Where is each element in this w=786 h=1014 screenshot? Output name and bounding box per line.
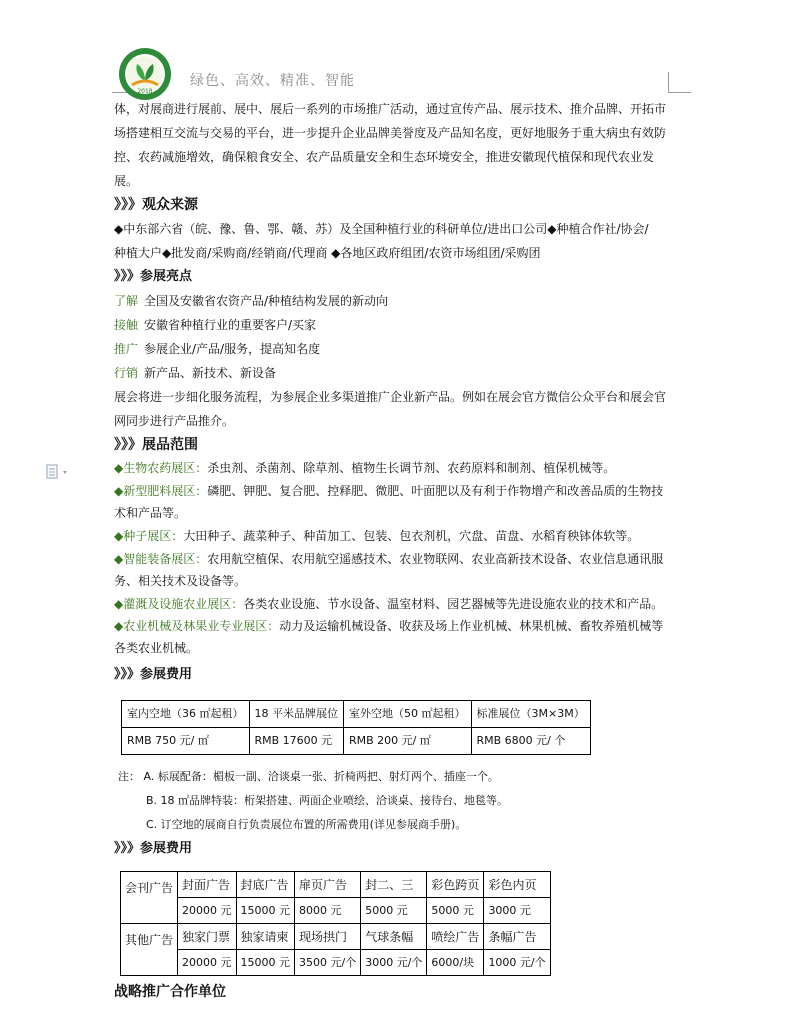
table-row bbox=[122, 701, 591, 728]
table-row bbox=[121, 924, 551, 950]
scope-item-continuation: 各类农业机械。 bbox=[114, 641, 199, 655]
highlight-item bbox=[114, 337, 674, 361]
table-cell: 1000 元/个 bbox=[484, 950, 550, 976]
table-header-cell: 室外空地（50 ㎡起租） bbox=[344, 701, 472, 728]
table-cell: 现场拱门 bbox=[295, 924, 361, 950]
section-title-highlights: 》》》参展亮点 bbox=[114, 269, 193, 284]
table-cell: 扉页广告 bbox=[295, 872, 361, 898]
table-cell: 封面广告 bbox=[178, 872, 237, 898]
section-title-partners: 战略推广合作单位 bbox=[114, 984, 226, 1000]
scope-item bbox=[114, 593, 674, 615]
section-title-scope: 》》》展品范围 bbox=[114, 437, 198, 453]
table-cell: 条幅广告 bbox=[484, 924, 550, 950]
highlight-item bbox=[114, 313, 674, 337]
table-cell: 独家请柬 bbox=[236, 924, 295, 950]
highlight-key: 推广 bbox=[114, 342, 139, 356]
scope-text: 大田种子、蔬菜种子、种苗加工、包装、包衣剂机，穴盘、苗盘、水稻育秧钵体软等。 bbox=[183, 529, 640, 543]
table-cell: 3000 元 bbox=[484, 898, 550, 924]
table-header-cell: 室内空地（36 ㎡起租） bbox=[122, 701, 250, 728]
association-logo bbox=[118, 47, 172, 101]
table-cell: RMB 6800 元/ 个 bbox=[471, 728, 590, 755]
table-cell: 独家门票 bbox=[178, 924, 237, 950]
highlight-text: 参展企业/产品/服务，提高知名度 bbox=[144, 342, 321, 356]
scope-item bbox=[114, 480, 674, 502]
table-cell: 3000 元/个 bbox=[361, 950, 427, 976]
scope-label: ◆农业机械及林果业专业展区： bbox=[114, 619, 280, 633]
table-cell: 5000 元 bbox=[427, 898, 484, 924]
highlight-item bbox=[114, 361, 674, 385]
scope-text: 磷肥、钾肥、复合肥、控释肥、微肥、叶面肥以及有利于作物增产和改善品质的生物技 bbox=[207, 484, 664, 498]
table-header-cell: 18 平米品牌展位 bbox=[249, 701, 344, 728]
table-cell: 喷绘广告 bbox=[427, 924, 484, 950]
table-row bbox=[121, 950, 551, 976]
table-cell: 20000 元 bbox=[178, 950, 237, 976]
fee-note: 注： A. 标展配备：楣板一副、洽谈桌一张、折椅两把、射灯两个、插座一个。 bbox=[118, 770, 499, 783]
intro-line: 体，对展商进行展前、展中、展后一系列的市场推广活动，通过宣传产品、展示技术、推介品牌、开拓市 bbox=[114, 102, 667, 116]
table-cell: RMB 200 元/ ㎡ bbox=[344, 728, 472, 755]
fee-notes bbox=[118, 765, 674, 837]
table-header-cell: 标准展位（3M×3M） bbox=[471, 701, 590, 728]
highlights-note-line: 网同步进行产品推介。 bbox=[114, 414, 235, 428]
section-title-fees: 》》》参展费用 bbox=[114, 667, 193, 682]
ad-group-name: 会刊广告 bbox=[121, 872, 178, 924]
ad-group-name: 其他广告 bbox=[121, 924, 178, 976]
table-cell: 8000 元 bbox=[295, 898, 361, 924]
table-cell: 5000 元 bbox=[361, 898, 427, 924]
advertising-fee-table bbox=[120, 871, 551, 976]
page-corner-mark-right bbox=[668, 72, 691, 93]
table-cell: 彩色内页 bbox=[484, 872, 550, 898]
scope-item bbox=[114, 615, 674, 637]
table-cell: 气球条幅 bbox=[361, 924, 427, 950]
scope-label: ◆新型肥料展区： bbox=[114, 484, 208, 498]
table-cell: 封二、三 bbox=[361, 872, 427, 898]
scope-text: 杀虫剂、杀菌剂、除草剂、植物生长调节剂、农药原料和制剂、植保机械等。 bbox=[207, 461, 616, 475]
table-cell: 20000 元 bbox=[178, 898, 237, 924]
highlight-text: 安徽省种植行业的重要客户/买家 bbox=[144, 318, 317, 332]
highlight-text: 全国及安徽省农资产品/种植结构发展的新动向 bbox=[144, 294, 389, 308]
section-title-audience: 》》》观众来源 bbox=[114, 197, 198, 213]
table-cell: 3500 元/个 bbox=[295, 950, 361, 976]
scope-item bbox=[114, 525, 674, 547]
intro-line: 控、农药减施增效，确保粮食安全、农产品质量安全和生态环境安全，推进安徽现代植保和现代农业发展。 bbox=[114, 150, 655, 188]
scope-label: ◆灌溉及设施农业展区： bbox=[114, 597, 244, 611]
table-cell: 彩色跨页 bbox=[427, 872, 484, 898]
fee-note: C. 订空地的展商自行负责展位布置的所需费用(详见参展商手册)。 bbox=[146, 818, 467, 831]
section-title-ads: 》》》参展费用 bbox=[114, 841, 193, 856]
audience-line: 种植大户◆批发商/采购商/经销商/代理商 ◆各地区政府组团/农资市场组团/采购团 bbox=[114, 246, 541, 260]
highlight-item bbox=[114, 289, 674, 313]
fee-note: B. 18 ㎡品牌特装：桁架搭建、两面企业喷绘、洽谈桌、接待台、地毯等。 bbox=[146, 794, 509, 807]
svg-text:2018: 2018 bbox=[137, 88, 153, 95]
scope-text: 各类农业设施、节水设备、温室材料、园艺器械等先进设施农业的技术和产品。 bbox=[243, 597, 664, 611]
scope-label: ◆种子展区： bbox=[114, 529, 184, 543]
document-options-icon[interactable] bbox=[46, 464, 76, 480]
scope-item bbox=[114, 457, 674, 479]
scope-item bbox=[114, 548, 674, 570]
scope-text: 农用航空植保、农用航空遥感技术、农业物联网、农业高新技术设备、农业信息通讯服 bbox=[207, 552, 664, 566]
booth-fee-table bbox=[121, 700, 591, 755]
table-cell: 15000 元 bbox=[236, 950, 295, 976]
scope-item-continuation: 务、相关技术及设备等。 bbox=[114, 574, 247, 588]
table-row bbox=[122, 728, 591, 755]
table-cell: RMB 750 元/ ㎡ bbox=[122, 728, 250, 755]
table-row bbox=[121, 872, 551, 898]
table-row bbox=[121, 898, 551, 924]
table-cell: RMB 17600 元 bbox=[249, 728, 344, 755]
table-cell: 封底广告 bbox=[236, 872, 295, 898]
table-cell: 6000/块 bbox=[427, 950, 484, 976]
highlight-key: 接触 bbox=[114, 318, 139, 332]
highlight-key: 了解 bbox=[114, 294, 139, 308]
header-slogan: 绿色、高效、精准、智能 bbox=[190, 73, 355, 89]
highlights-note-line: 展会将进一步细化服务流程，为参展企业多渠道推广企业新产品。例如在展会官方微信公众平台和展会官 bbox=[114, 390, 667, 404]
document-body bbox=[114, 97, 674, 1004]
highlight-text: 新产品、新技术、新设备 bbox=[144, 366, 277, 380]
scope-label: ◆生物农药展区： bbox=[114, 461, 208, 475]
highlight-key: 行销 bbox=[114, 366, 139, 380]
audience-line: ◆中东部六省（皖、豫、鲁、鄂、赣、苏）及全国种植行业的科研单位/进出口公司◆种植合作社/协会/ bbox=[114, 222, 649, 236]
table-cell: 15000 元 bbox=[236, 898, 295, 924]
intro-line: 场搭建相互交流与交易的平台，进一步提升企业品牌美誉度及产品知名度，更好地服务于重大病虫有效防 bbox=[114, 126, 667, 140]
scope-item-continuation: 术和产品等。 bbox=[114, 506, 187, 520]
scope-label: ◆智能装备展区： bbox=[114, 552, 208, 566]
scope-text: 动力及运输机械设备、收获及场上作业机械、林果机械、畜牧养殖机械等 bbox=[279, 619, 664, 633]
